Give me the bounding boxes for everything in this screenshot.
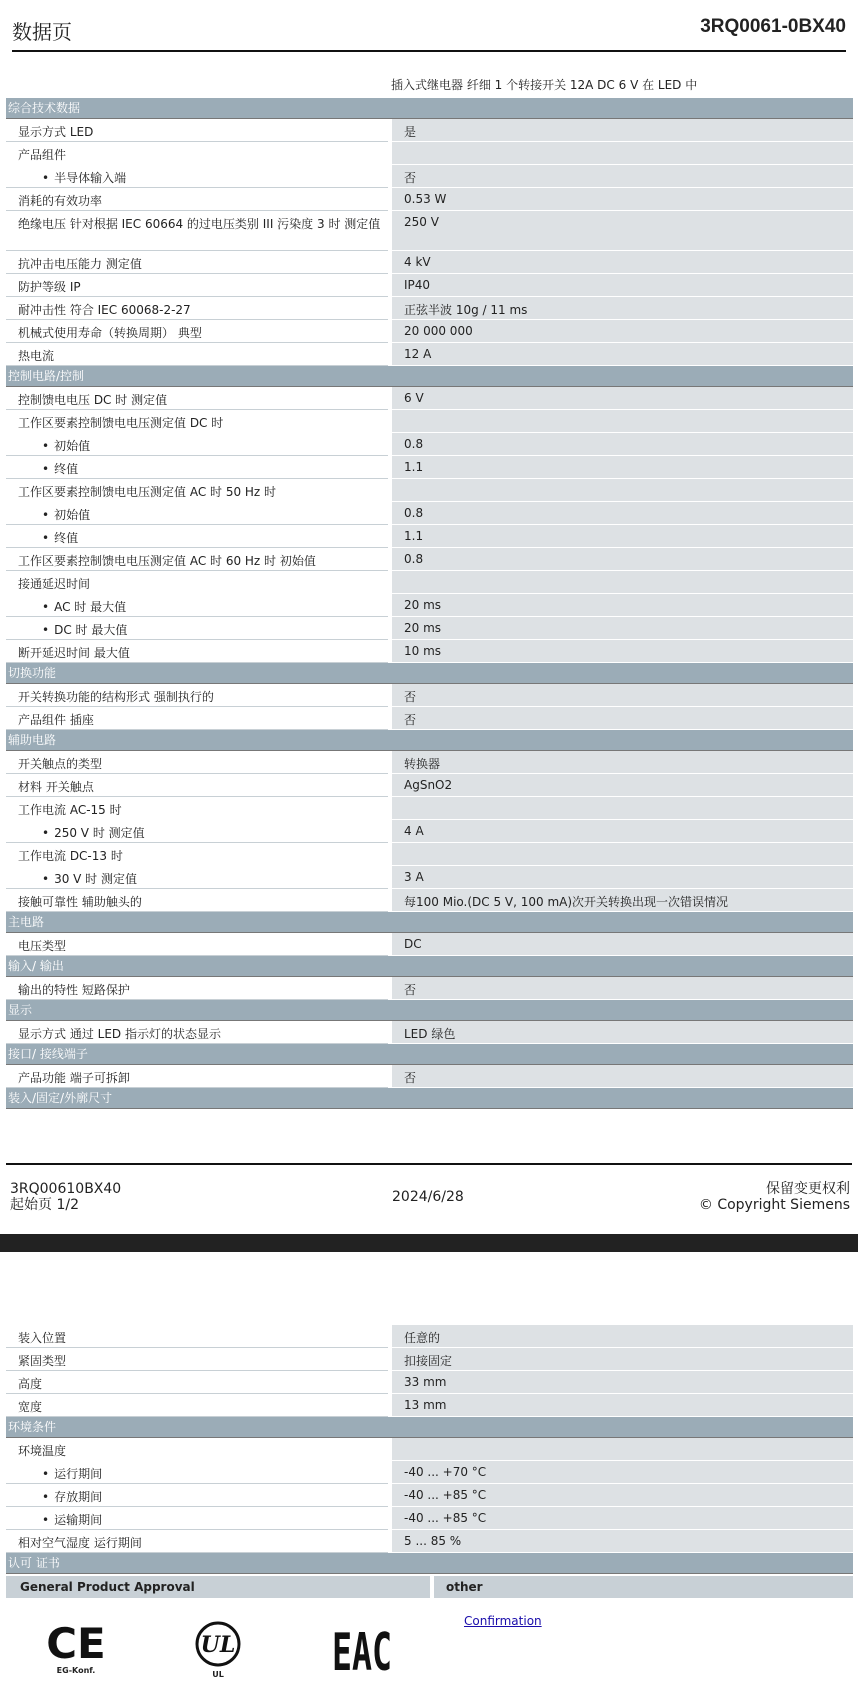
spec-value: 否 (392, 684, 853, 707)
spec-label: 材料 开关触点 (6, 774, 388, 797)
spec-label: 防护等级 IP (6, 274, 388, 297)
spec-value: 12 A (392, 343, 853, 366)
spec-value (392, 410, 853, 433)
svg-text:EAC: EAC (332, 1623, 392, 1683)
approval-col-other: other (434, 1576, 853, 1598)
spec-label: 电压类型 (6, 933, 388, 956)
spec-label: • 30 V 时 测定值 (6, 866, 388, 889)
spec-label: 工作电流 DC-13 时 (18, 849, 123, 863)
footer-copyright: © Copyright Siemens (698, 1197, 850, 1213)
spec-value (392, 571, 853, 594)
spec-row (6, 1438, 853, 1461)
spec-row (6, 617, 853, 640)
spec-row (6, 889, 853, 912)
spec-label: 产品组件 插座 (6, 707, 388, 730)
spec-row (6, 843, 853, 866)
spec-row (6, 977, 853, 1000)
spec-row (6, 387, 853, 410)
spec-value: 20 ms (392, 617, 853, 640)
page-separator (0, 1234, 858, 1252)
spec-row (6, 594, 853, 617)
spec-label: • 终值 (6, 456, 388, 479)
spec-label: • 存放期间 (6, 1484, 388, 1507)
spec-label: 环境温度 (18, 1444, 67, 1458)
spec-row (6, 751, 853, 774)
section-header: 综合技术数据 (6, 98, 853, 119)
spec-value: 转换器 (392, 751, 853, 774)
spec-value: 否 (392, 707, 853, 730)
spec-row (6, 1484, 853, 1507)
spec-row (6, 1325, 853, 1348)
spec-table-page-1 (6, 98, 853, 1109)
spec-row (6, 274, 853, 297)
spec-value: 0.8 (392, 502, 853, 525)
spec-row (6, 1530, 853, 1553)
spec-label: • 运输期间 (6, 1507, 388, 1530)
spec-value: 否 (392, 977, 853, 1000)
spec-label: 显示方式 通过 LED 指示灯的状态显示 (6, 1021, 388, 1044)
spec-row (6, 119, 853, 142)
section-header: 接口/ 接线端子 (6, 1044, 853, 1065)
spec-value: 4 kV (392, 251, 853, 274)
spec-label: 相对空气湿度 运行期间 (6, 1530, 388, 1553)
spec-label: 显示方式 LED (6, 119, 388, 142)
spec-row (6, 410, 853, 433)
spec-row (6, 297, 853, 320)
spec-label: 绝缘电压 针对根据 IEC 60664 的过电压类别 III 污染度 3 时 测定值 (6, 211, 388, 251)
section-header: 主电路 (6, 912, 853, 933)
footer-page: 起始页 1/2 (10, 1197, 79, 1213)
spec-value (392, 142, 853, 165)
footer-code: 3RQ00610BX40 (10, 1181, 122, 1197)
product-description: 插入式继电器 纤细 1 个转接开关 12A DC 6 V 在 LED 中 (391, 78, 698, 92)
section-header: 环境条件 (6, 1417, 853, 1438)
spec-label: 接通延迟时间 (18, 577, 91, 591)
spec-row (6, 1348, 853, 1371)
section-header: 装入/固定/外廓尺寸 (6, 1088, 853, 1109)
spec-value: 扣接固定 (392, 1348, 853, 1371)
footer-right (699, 1181, 850, 1213)
approval-col-general: General Product Approval (6, 1576, 430, 1598)
spec-row (6, 142, 853, 165)
spec-row (6, 1065, 853, 1088)
spec-label: 工作区要素控制馈电电压测定值 AC 时 50 Hz 时 (18, 485, 277, 499)
spec-value: 1.1 (392, 456, 853, 479)
spec-value: -40 ... +70 °C (392, 1461, 853, 1484)
svg-text:CE: CE (46, 1619, 106, 1668)
spec-value: 10 ms (392, 640, 853, 663)
spec-row (6, 933, 853, 956)
spec-label: • DC 时 最大值 (6, 617, 388, 640)
spec-label: 装入位置 (6, 1325, 388, 1348)
spec-row (6, 525, 853, 548)
spec-value: AgSnO2 (392, 774, 853, 797)
spec-label: 机械式使用寿命（转换周期） 典型 (6, 320, 388, 343)
spec-label: 断开延迟时间 最大值 (6, 640, 388, 663)
spec-table-page-2 (6, 1325, 853, 1688)
spec-value: IP40 (392, 274, 853, 297)
spec-label: 抗冲击电压能力 测定值 (6, 251, 388, 274)
spec-row (6, 866, 853, 889)
approval-header-row (6, 1576, 853, 1598)
spec-value: 0.53 W (392, 188, 853, 211)
spec-value: 250 V (392, 211, 853, 251)
section-header-certificates: 认可 证书 (6, 1553, 853, 1574)
section-header: 辅助电路 (6, 730, 853, 751)
spec-label: • 初始值 (6, 502, 388, 525)
footer-left (10, 1181, 121, 1213)
spec-row (6, 820, 853, 843)
section-header: 显示 (6, 1000, 853, 1021)
spec-label: 输出的特性 短路保护 (6, 977, 388, 1000)
datasheet-page-2 (0, 1252, 858, 1695)
spec-row (6, 774, 853, 797)
spec-value: 0.8 (392, 433, 853, 456)
spec-row (6, 571, 853, 594)
spec-value: 4 A (392, 820, 853, 843)
spec-label: 消耗的有效功率 (6, 188, 388, 211)
spec-row (6, 165, 853, 188)
spec-value: DC (392, 933, 853, 956)
spec-row (6, 433, 853, 456)
svg-text:UL: UL (200, 1632, 236, 1658)
spec-label: • 半导体输入端 (6, 165, 388, 188)
spec-label: 开关转换功能的结构形式 强制执行的 (6, 684, 388, 707)
spec-value: 正弦半波 10g / 11 ms (392, 297, 853, 320)
spec-value: 20 000 000 (392, 320, 853, 343)
product-code: 3RQ0061-0BX40 (700, 16, 846, 37)
spec-label: • AC 时 最大值 (6, 594, 388, 617)
spec-row (6, 1507, 853, 1530)
footer-date: 2024/6/28 (392, 1189, 464, 1205)
spec-label: 宽度 (6, 1394, 388, 1417)
spec-value: 否 (392, 165, 853, 188)
spec-value: LED 绿色 (392, 1021, 853, 1044)
spec-label: 产品组件 (18, 148, 67, 162)
spec-value: 33 mm (392, 1371, 853, 1394)
spec-row (6, 1394, 853, 1417)
spec-value (392, 843, 853, 866)
spec-row (6, 548, 853, 571)
spec-row (6, 251, 853, 274)
spec-value: 是 (392, 119, 853, 142)
spec-value: 3 A (392, 866, 853, 889)
spec-label: 开关触点的类型 (6, 751, 388, 774)
footer-rights: 保留变更权利 (766, 1181, 850, 1197)
spec-label: • 初始值 (6, 433, 388, 456)
spec-row (6, 707, 853, 730)
spec-value: 13 mm (392, 1394, 853, 1417)
ce-mark-icon (46, 1620, 106, 1675)
spec-row (6, 188, 853, 211)
eac-mark-icon (330, 1620, 394, 1683)
page-header (12, 12, 846, 52)
spec-row (6, 684, 853, 707)
spec-value: 任意的 (392, 1325, 853, 1348)
spec-label: 热电流 (6, 343, 388, 366)
ce-caption: EG-Konf. (56, 1666, 96, 1675)
spec-value: -40 ... +85 °C (392, 1507, 853, 1530)
spec-value: -40 ... +85 °C (392, 1484, 853, 1507)
section-header: 输入/ 输出 (6, 956, 853, 977)
certificate-logos (6, 1598, 853, 1688)
spec-value (392, 797, 853, 820)
spec-value: 每100 Mio.(DC 5 V, 100 mA)次开关转换出现一次错误情况 (392, 889, 853, 912)
spec-row (6, 640, 853, 663)
confirmation-link[interactable]: Confirmation (464, 1614, 542, 1628)
spec-value (392, 479, 853, 502)
spec-row (6, 1371, 853, 1394)
spec-value: 0.8 (392, 548, 853, 571)
spec-value: 5 ... 85 % (392, 1530, 853, 1553)
spec-value (392, 1438, 853, 1461)
spec-row (6, 797, 853, 820)
spec-value: 否 (392, 1065, 853, 1088)
spec-label: 接触可靠性 辅助触头的 (6, 889, 388, 912)
spec-label: 工作区要素控制馈电电压测定值 DC 时 (18, 416, 224, 430)
spec-label: 耐冲击性 符合 IEC 60068-2-27 (6, 297, 388, 320)
spec-label: • 终值 (6, 525, 388, 548)
spec-label: 工作区要素控制馈电电压测定值 AC 时 60 Hz 时 初始值 (6, 548, 388, 571)
spec-row (6, 320, 853, 343)
spec-value: 6 V (392, 387, 853, 410)
spec-label: 控制馈电电压 DC 时 测定值 (6, 387, 388, 410)
spec-label: 高度 (6, 1371, 388, 1394)
ul-mark-icon (194, 1620, 242, 1679)
spec-value: 1.1 (392, 525, 853, 548)
spec-label: • 250 V 时 测定值 (6, 820, 388, 843)
section-header: 切换功能 (6, 663, 853, 684)
spec-label: • 运行期间 (6, 1461, 388, 1484)
spec-value: 20 ms (392, 594, 853, 617)
spec-row (6, 502, 853, 525)
spec-row (6, 211, 853, 251)
spec-label: 工作电流 AC-15 时 (18, 803, 122, 817)
spec-label: 产品功能 端子可拆卸 (6, 1065, 388, 1088)
spec-row (6, 479, 853, 502)
section-header: 控制电路/控制 (6, 366, 853, 387)
page-footer (6, 1163, 852, 1229)
spec-label: 紧固类型 (6, 1348, 388, 1371)
spec-row (6, 456, 853, 479)
ul-caption: UL (212, 1670, 224, 1679)
page-title: 数据页 (12, 20, 72, 44)
spec-row (6, 1021, 853, 1044)
spec-row (6, 1461, 853, 1484)
spec-row (6, 343, 853, 366)
